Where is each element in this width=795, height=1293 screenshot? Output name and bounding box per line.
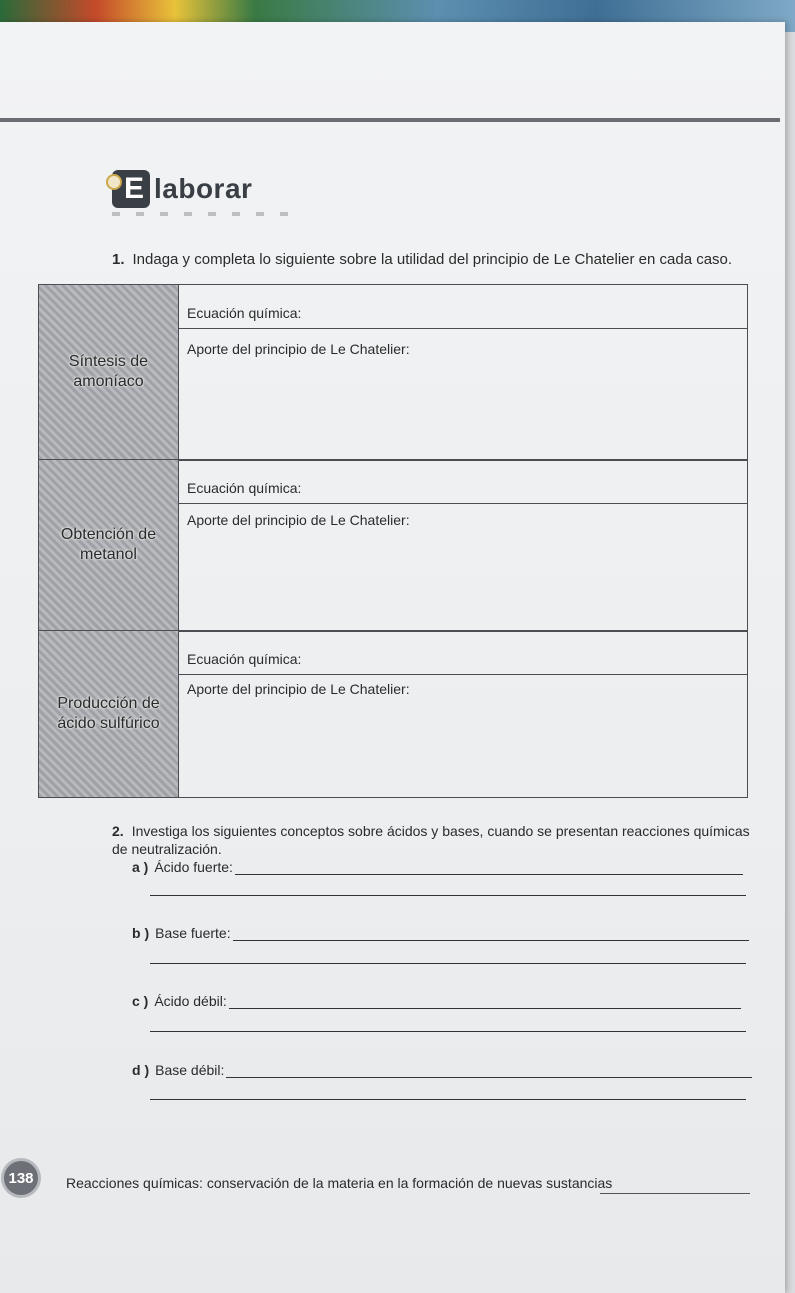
answer-line[interactable] bbox=[150, 1030, 746, 1032]
row-label-line: ácido sulfúrico bbox=[57, 715, 160, 732]
equation-label: Ecuación química: bbox=[187, 305, 302, 321]
row-label-line: Obtención de bbox=[60, 526, 157, 543]
question-1-number: 1. bbox=[112, 251, 125, 268]
footer-text: Reacciones químicas: conservación de la materia en la formación de nuevas sustancias bbox=[66, 1175, 613, 1191]
item-label: Base fuerte: bbox=[155, 925, 231, 941]
answer-line[interactable] bbox=[229, 1007, 741, 1009]
question-1 bbox=[112, 251, 752, 268]
aporte-label: Aporte del principio de Le Chatelier: bbox=[187, 512, 410, 528]
equation-field[interactable] bbox=[179, 285, 747, 329]
question-2-number: 2. bbox=[112, 823, 124, 839]
equation-label: Ecuación química: bbox=[187, 480, 302, 496]
row-label-line: amoníaco bbox=[73, 373, 144, 390]
elaborar-icon bbox=[112, 170, 150, 208]
item-label: Base débil: bbox=[155, 1062, 225, 1078]
page-footer bbox=[0, 1157, 785, 1197]
item-label: Ácido fuerte: bbox=[154, 859, 233, 875]
aporte-label: Aporte del principio de Le Chatelier: bbox=[187, 341, 410, 357]
table-row bbox=[39, 460, 747, 630]
answer-line[interactable] bbox=[233, 939, 749, 941]
answer-line[interactable] bbox=[150, 962, 746, 964]
aporte-label: Aporte del principio de Le Chatelier: bbox=[187, 681, 410, 697]
answer-line[interactable] bbox=[150, 894, 746, 896]
section-title: laborar bbox=[154, 173, 253, 204]
question-2 bbox=[112, 822, 762, 858]
equation-label: Ecuación química: bbox=[187, 651, 302, 667]
worksheet-page bbox=[0, 22, 785, 1293]
section-letter: E bbox=[123, 172, 144, 205]
item-letter: b ) bbox=[132, 925, 150, 941]
answer-line[interactable] bbox=[150, 1098, 746, 1100]
item-a bbox=[132, 859, 743, 875]
answer-line[interactable] bbox=[226, 1076, 752, 1078]
item-b bbox=[132, 925, 749, 941]
row-label-line: Síntesis de bbox=[68, 353, 149, 370]
item-letter: a ) bbox=[132, 859, 149, 875]
item-c bbox=[132, 993, 741, 1009]
equation-field[interactable] bbox=[179, 631, 747, 675]
item-letter: d ) bbox=[132, 1062, 150, 1078]
top-divider bbox=[0, 118, 780, 122]
decorative-dots bbox=[112, 212, 302, 216]
item-label: Ácido débil: bbox=[154, 993, 227, 1009]
item-d bbox=[132, 1062, 752, 1078]
item-letter: c ) bbox=[132, 993, 149, 1009]
table-row bbox=[39, 285, 747, 459]
equation-field[interactable] bbox=[179, 460, 747, 504]
answer-line[interactable] bbox=[235, 873, 743, 875]
row-label bbox=[39, 460, 179, 630]
table-row bbox=[39, 631, 747, 797]
section-header bbox=[112, 169, 252, 209]
row-label-line: Producción de bbox=[57, 695, 160, 712]
page-number: 138 bbox=[4, 1161, 38, 1195]
row-label-line: metanol bbox=[80, 546, 137, 563]
row-label bbox=[39, 285, 179, 459]
gear-icon bbox=[106, 174, 122, 190]
question-1-text: Indaga y completa lo siguiente sobre la utilidad del principio de Le Chatelier en cada caso. bbox=[132, 251, 733, 268]
question-2-text: Investiga los siguientes conceptos sobre ácidos y bases, cuando se presentan reacciones químicas de neutralización. bbox=[112, 823, 750, 857]
footer-rule bbox=[600, 1193, 750, 1194]
chatelier-table bbox=[38, 284, 748, 798]
row-label bbox=[39, 631, 179, 797]
